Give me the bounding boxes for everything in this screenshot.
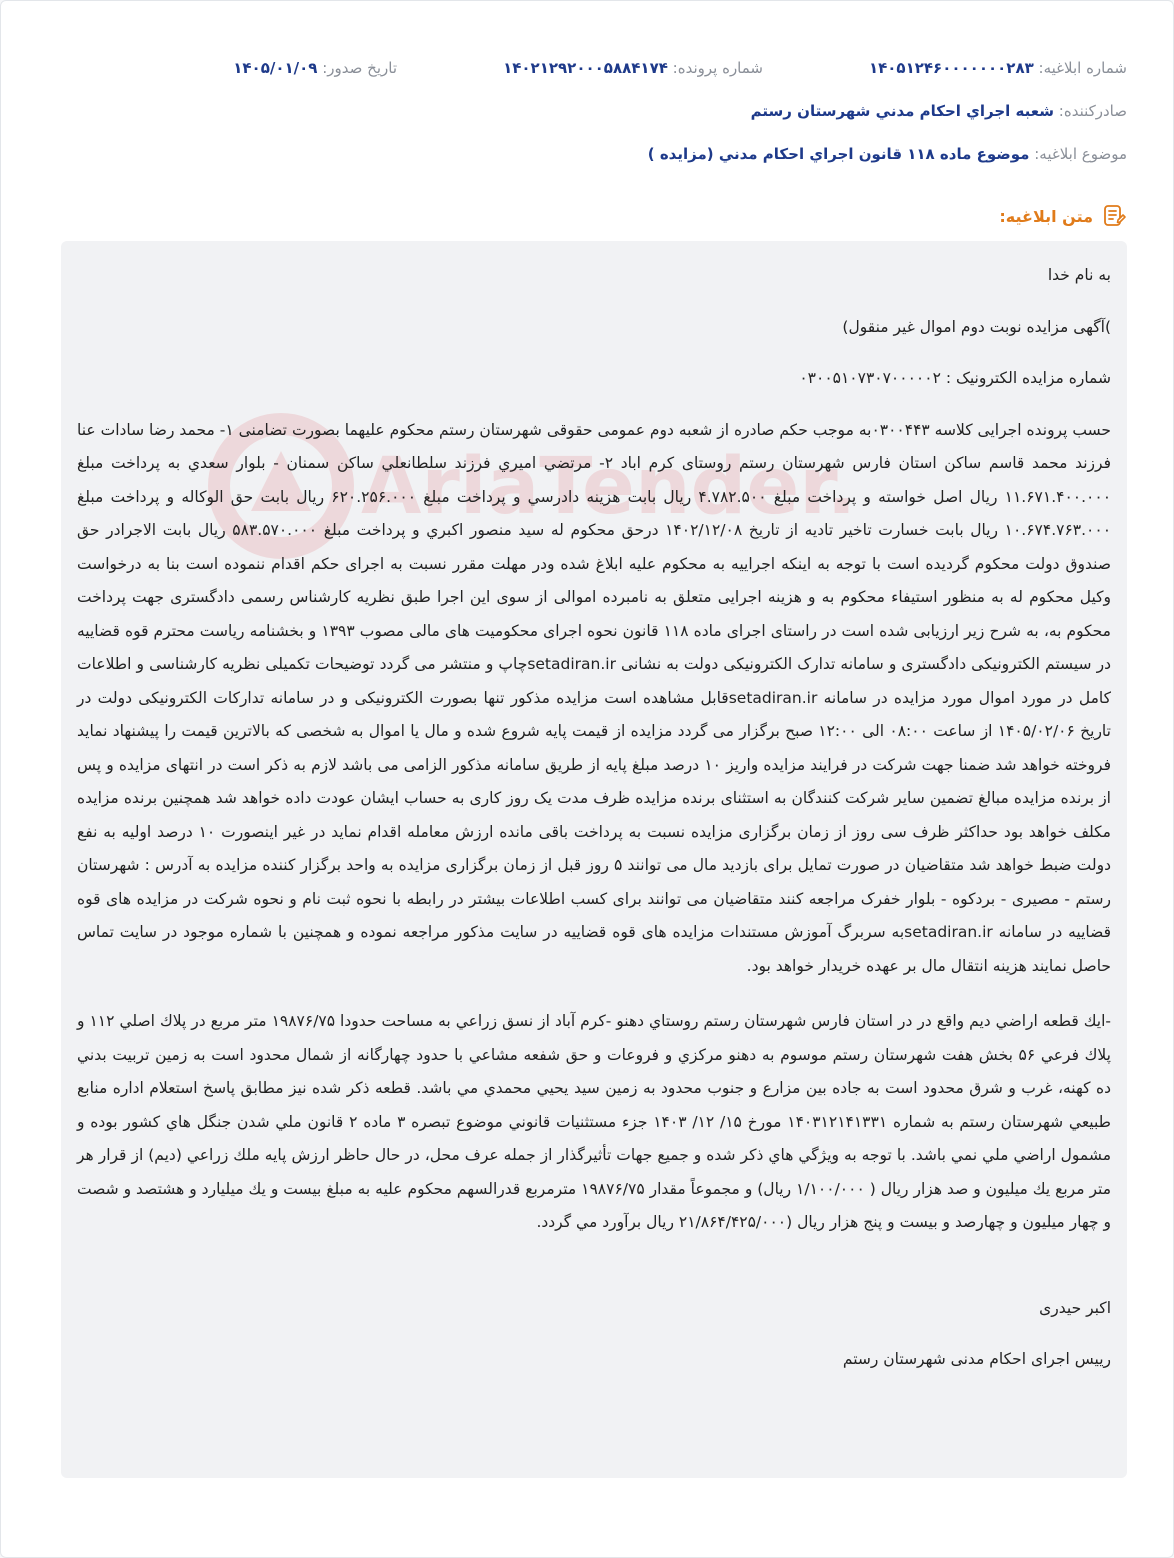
property-description: -ايك قطعه اراضي ديم واقع در در استان فارس شهرستان رستم روستاي دهنو -كرم آباد از نسق زراعي به مساحت حدودا ۱۹۸۷۶/۷۵ متر مربع در پلاك اصلي ۱۱۲ و پلاك فرعي ۵۶ بخش هفت شهرستان رستم موسوم به دهنو مركزي و فروعات و حق شفعه مشاعي با حدود چهارگانه از شمال محدود است به زمين تربيت بدني ده كهنه، غرب و شرق محدود است به جاده بين مزارع و جنوب محدود به زمين سيد يحيي محمدي مي باشد. قطعه ذكر شده نيز مطابق پاسخ استعلام اداره منابع طبيعي شهرستان رستم به شماره ۱۴۰۳۱۲۱۴۱۳۳۱ مورخ ۱۵/ ۱۲/ ۱۴۰۳ جزء مستثنيات قانوني موضوع تبصره ۳ ماده ۲ قانون ملي شدن جنگل هاي كشور بوده و مشمول اراضي ملي نمي باشد. با توجه به ويژگي هاي ذكر شده و جميع جهات تأثيرگذار از جمله عرف محل، در حال حاظر ارزش پايه ملك زراعي (ديم) از قرار هر متر مربع يك ميليون و صد هزار ريال ( ۱/۱۰۰/۰۰۰ ريال) و مجموعاً مقدار ۱۹۸۷۶/۷۵ مترمربع قدرالسهم محكوم عليه به مبلغ بيست و يك ميليارد و هشتصد و شصت و چهار ميليون و چهارصد و بيست و پنج هزار ريال (۲۱/۸۶۴/۴۲۵/۰۰۰ ريال برآورد مي گردد. (77, 1012, 1111, 1231)
signatory-name: اکبر حیدری (1039, 1298, 1111, 1317)
file-number-value: ۱۴۰۲۱۲۹۲۰۰۰۵۸۸۴۱۷۴ (503, 59, 668, 77)
notice-number-label: شماره ابلاغیه: (1038, 59, 1127, 77)
file-number-label: شماره پرونده: (672, 59, 763, 77)
auction-number: شماره مزایده الکترونیک : ۰۳۰۰۵۱۰۷۳۰۷۰۰۰۰۰۲ (799, 369, 1111, 387)
issuer (751, 102, 1127, 120)
subject-value: موضوع ماده ۱۱۸ قانون اجراي احكام مدني (مزايده ) (647, 145, 1030, 163)
main-paragraph: حسب پرونده اجرایی کلاسه ۰۳۰۰۴۴۳به موجب حکم صادره از شعبه دوم عمومی حقوقی شهرستان رستم محکوم علیهما بصورت تضامنی ۱- محمد رضا سادات عنا فرزند محمد قاسم ساکن استان فارس شهرستان رستم روستای کرم اباد ۲- مرتضي اميري فرزند سلطانعلي ساكن سمنان - بلوار سعدي به پرداخت مبلغ ۱۱.۶۷۱.۴۰۰.۰۰۰ ريال اصل خواسته و پرداخت مبلغ ۴.۷۸۲.۵۰۰ ريال بابت هزينه دادرسي و پرداخت مبلغ ۶۲۰.۲۵۶.۰۰۰ ريال بابت حق الوكاله و پرداخت مبلغ ۱۰.۶۷۴.۷۶۳.۰۰۰ ريال بابت خسارت تاخير تاديه از تاريخ ۱۴۰۲/۱۲/۰۸ درحق محکوم له سید منصور اکبري و پرداخت مبلغ ۵۸۳.۵۷۰.۰۰۰ ریال بابت الاجرادر حق صندوق دولت محکوم گردیده است با توجه به اینکه اجراییه به محکوم علیه ابلاغ شده ودر مهلت مقرر نسبت به اجرای حکم اقدام ننموده است بنا به درخواست وکیل محکوم له به منظور استیفاء محکوم به و هزینه اجرایی متعلق به نامبرده اموالی از سوی این اجرا طبق نظریه کارشناس رسمی دادگستری جهت پرداخت محکوم به، به شرح زیر ارزیابی شده است در راستای اجرای ماده ۱۱۸ قانون نحوه اجرای محکومیت های مالی مصوب ۱۳۹۳ و بخشنامه ریاست محترم قوه قضاییه در سیستم الکترونیکی دادگستری و سامانه تدارک الکترونیکی دولت به نشانی setadiran.irچاپ و منتشر می گردد توضیحات تکمیلی نظریه کارشناسی و اطلاعات کامل در مورد اموال مورد مزایده در سامانه setadiran.irقابل مشاهده است مزایده مذکور تنها بصورت الکترونیکی و در سامانه تدارکات الکترونیکی دولت در تاریخ ۱۴۰۵/۰۲/۰۶ از ساعت ۰۸:۰۰ الی ۱۲:۰۰ صبح برگزار می گردد مزایده از قیمت پایه شروع شده و مال یا اموال به شخصی که بالاترین قیمت را پیشنهاد نماید فروخته خواهد شد ضمنا جهت شرکت در فرایند مزایده واریز ۱۰ درصد مبلغ پایه از طریق سامانه مذکور الزامی می باشد لازم به ذکر است در انتهای مزایده و پس از برنده مزایده مبالغ تضمین سایر شرکت کنندگان به استثنای برنده مزایده ظرف مدت یک روز کاری به حساب ایشان عودت داده خواهد شد همچنین برنده مزایده مکلف خواهد بود حداکثر ظرف سی روز از زمان برگزاری مزایده نسبت به پرداخت باقی مانده ارزش معامله اقدام نماید در غیر اینصورت ۱۰ درصد اولیه به نفع دولت ضبط خواهد شد متقاضیان در صورت تمایل برای بازدید مال می توانند ۵ روز قبل از زمان برگزاری مزایده به واحد برگزار کننده مزایده به آدرس : شهرستان رستم - مصیری - بردکوه - بلوار خفرک مراجعه کنند متقاضیان می توانند برای کسب اطلاعات بیشتر در رابطه با نحوه ثبت نام و نحوه شرکت در مزایده های قوه قضاییه در سامانه setadiran.irبه سربرگ آموزش مستندات مزایده های قوه قضاییه در سایت مذکور مراجعه نموده و همچنین با شماره موجود در سایت تماس حاصل نمایند هزینه انتقال مال بر عهده خریدار خواهد بود. (77, 420, 1112, 975)
watermark-text: AriaTender (361, 442, 827, 532)
issue-date-label: تاریخ صدور: (322, 59, 397, 77)
notice-number (869, 59, 1127, 77)
notice-text-heading (999, 203, 1127, 229)
signatory-title: رییس اجرای احکام مدنی شهرستان رستم (842, 1350, 1111, 1368)
issue-date-value: ۱۴۰۵/۰۱/۰۹ (233, 59, 318, 77)
opening-line: به نام خدا (1047, 266, 1111, 284)
auction-heading: )آگهی مزایده نوبت دوم اموال غیر منقول) (842, 317, 1111, 336)
notice-text-title: متن ابلاغیه: (999, 206, 1093, 226)
file-number (503, 59, 763, 77)
notice-content (77, 259, 1111, 1377)
issuer-label: صادرکننده: (1058, 102, 1127, 120)
subject (648, 145, 1127, 163)
issue-date (233, 59, 397, 77)
notice-body (61, 241, 1127, 1478)
notice-number-value: ۱۴۰۵۱۲۴۶۰۰۰۰۰۰۰۲۸۳ (868, 59, 1034, 77)
issuer-value: شعبه اجراي احكام مدني شهرستان رستم (750, 102, 1054, 120)
subject-label: موضوع ابلاغیه: (1034, 145, 1127, 163)
document-text-icon (1101, 203, 1127, 229)
